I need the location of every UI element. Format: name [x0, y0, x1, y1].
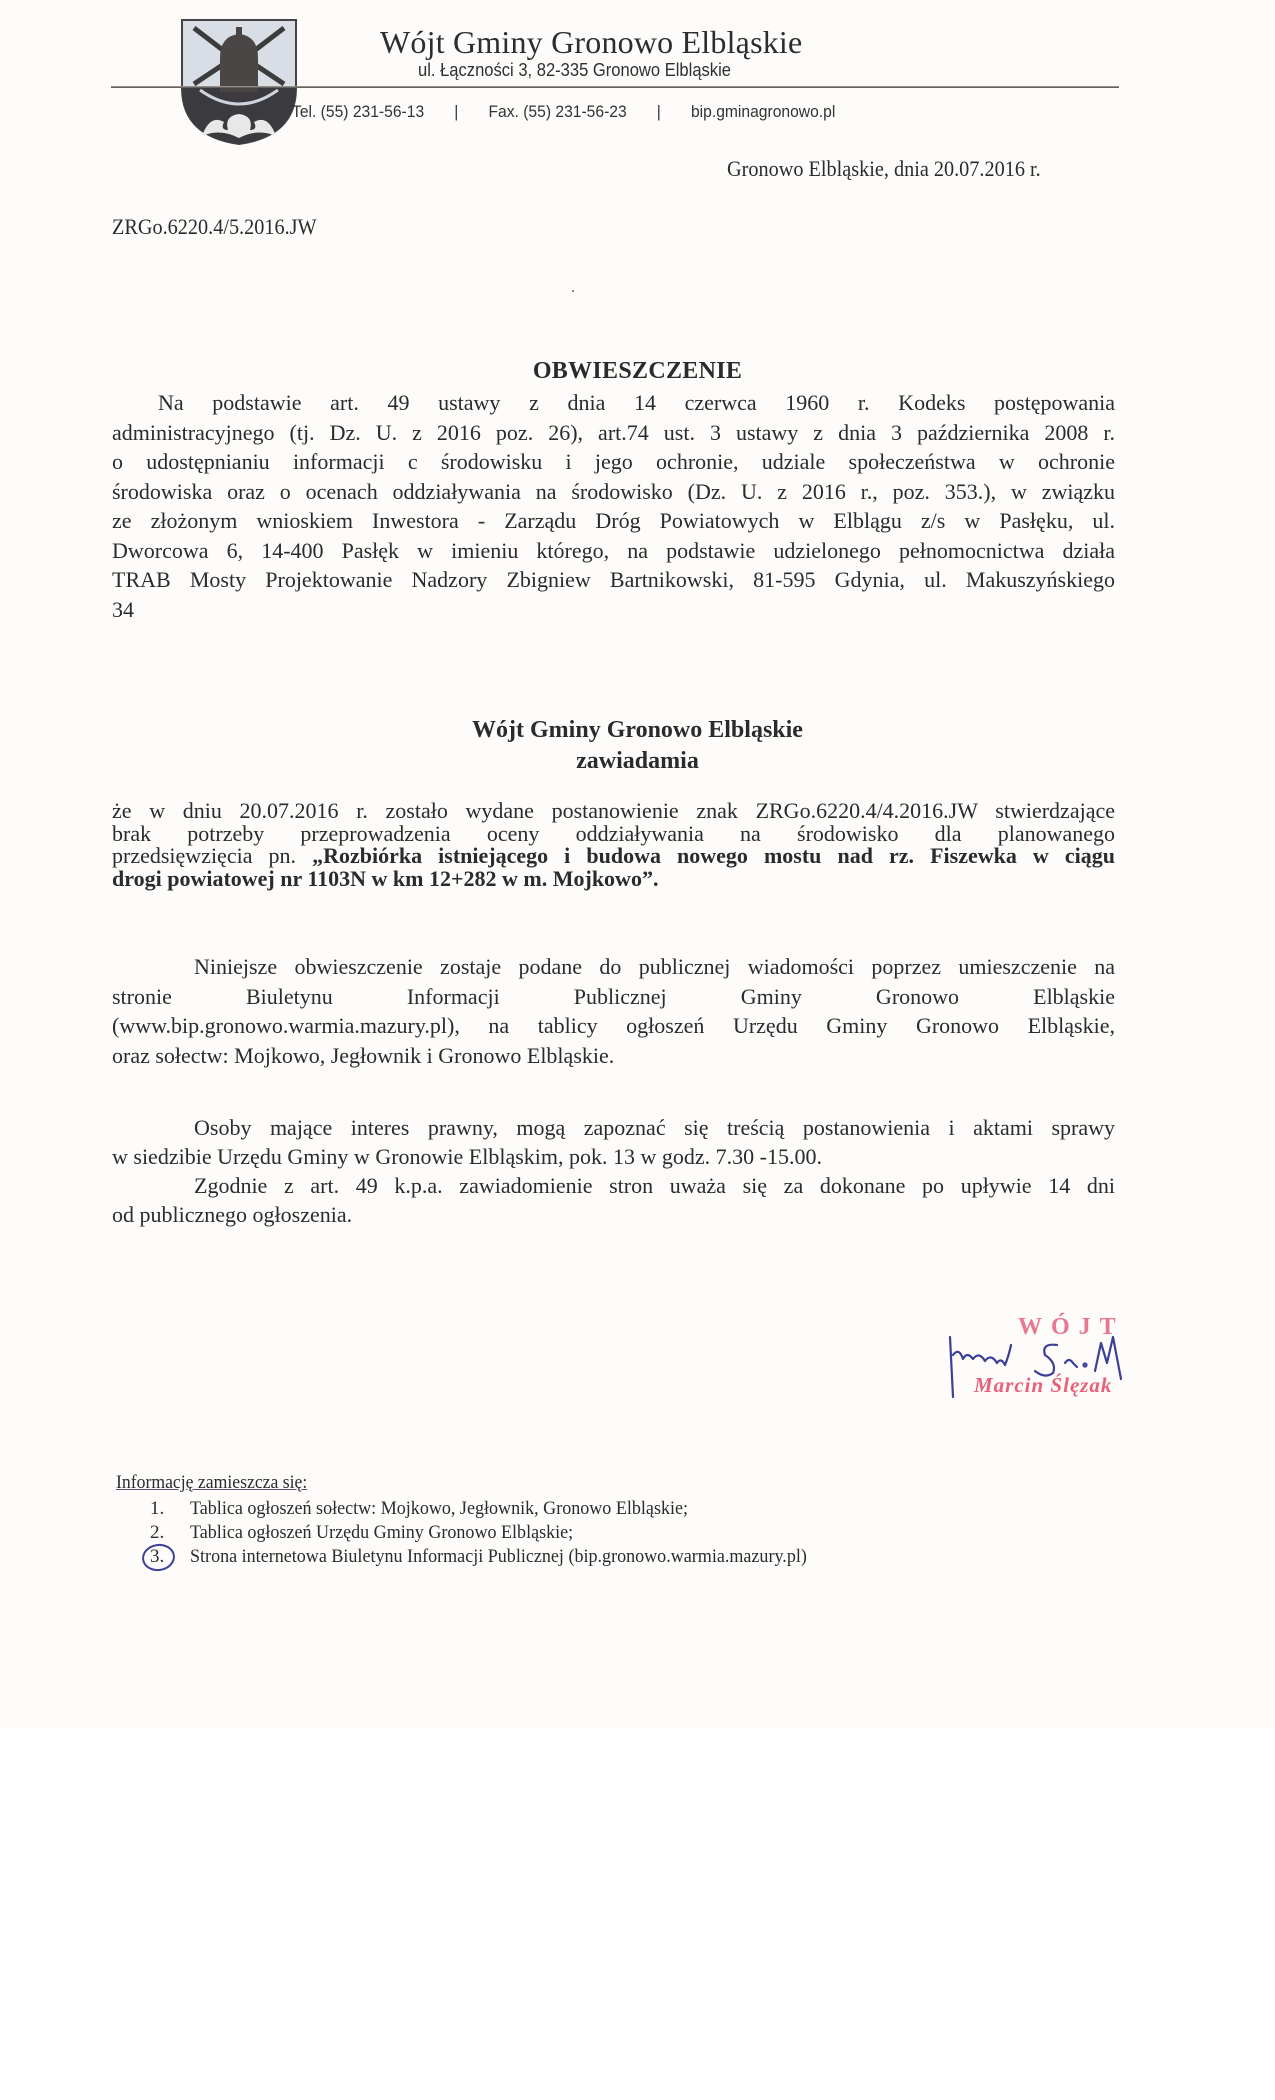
- project-name-continued: drogi powiatowej nr 1103N w km 12+282 w m. Mojkowo”.: [112, 865, 659, 891]
- separator: |: [656, 102, 661, 121]
- letterhead-contacts: [292, 102, 835, 122]
- paragraph-line: środowiska oraz o ocenach oddziaływania na środowisko (Dz. U. z 2016 r., poz. 353.), w związku: [112, 478, 1115, 504]
- paragraph-line: brak potrzeby przeprowadzenia oceny oddziaływania na środowisko dla planowanego: [112, 820, 1115, 846]
- letterhead-title: Wójt Gminy Gronowo Elbląskie: [380, 24, 803, 60]
- place-and-date: Gronowo Elbląskie, dnia 20.07.2016 r.: [727, 156, 1041, 181]
- access-paragraph: [112, 1113, 1115, 1229]
- paragraph-line: stronie Biuletynu Informacji Publicznej Gminy Gronowo Elbląskie: [112, 983, 1115, 1009]
- letterhead-divider: [111, 86, 1119, 88]
- paragraph-line: [112, 865, 1115, 891]
- paragraph-line: o udostępnianiu informacji c środowisku i jego ochronie, udziale społeczeństwa w ochronie: [112, 449, 1115, 474]
- notification-verb: zawiadamia: [576, 748, 699, 774]
- reference-number: ZRGo.6220.4/5.2016.JW: [112, 214, 317, 239]
- project-name: „Rozbiórka istniejącego i budowa nowego mostu nad rz. Fiszewka w ciągu: [312, 843, 1115, 868]
- distribution-list: [150, 1497, 839, 1569]
- paragraph-line: Zgodnie z art. 49 k.p.a. zawiadomienie stron uważa się za dokonane po upływie 14 dni: [194, 1173, 1115, 1198]
- letterhead-address: ul. Łączności 3, 82-335 Gronowo Elbląskie: [418, 60, 731, 80]
- list-item: [150, 1497, 839, 1521]
- scan-speck: [572, 290, 574, 292]
- paragraph-line: [112, 845, 1115, 868]
- list-number: 3.: [150, 1546, 165, 1567]
- signature-stamp: [945, 1307, 1145, 1407]
- fax-number: Fax. (55) 231-56-23: [488, 102, 627, 121]
- phone-number: Tel. (55) 231-56-13: [292, 102, 425, 121]
- paragraph-line: ze złożonym wnioskiem Inwestora - Zarządu Dróg Powiatowych w Elblągu z/s w Pasłęku, ul.: [112, 508, 1115, 533]
- separator: |: [454, 102, 459, 121]
- paragraph-line: Osoby mające interes prawny, mogą zapoznać się treścią postanowienia i aktami sprawy: [194, 1115, 1115, 1140]
- publication-paragraph: [112, 952, 1115, 1070]
- paragraph-line: że w dniu 20.07.2016 r. zostało wydane postanowienie znak ZRGo.6220.4/4.2016.JW stwierdzające: [112, 798, 1115, 823]
- paragraph-line: Dworcowa 6, 14-400 Pasłęk w imieniu którego, na podstawie udzielonego pełnomocnictwa działa: [112, 537, 1115, 563]
- legal-basis-paragraph: [112, 388, 1115, 624]
- paragraph-line: TRAB Mosty Projektowanie Nadzory Zbigniew Bartnikowski, 81-595 Gdynia, ul. Makuszyńskiego: [112, 567, 1115, 592]
- list-text: Tablica ogłoszeń Urzędu Gminy Gronowo Elbląskie;: [190, 1522, 574, 1543]
- list-text: Strona internetowa Biuletynu Informacji Publicznej (bip.gronowo.warmia.mazury.pl): [190, 1546, 807, 1567]
- paragraph-line: Niniejsze obwieszczenie zostaje podane do publicznej wiadomości poprzez umieszczenie na: [194, 954, 1115, 979]
- decision-paragraph: [112, 800, 1115, 890]
- notifying-authority: Wójt Gminy Gronowo Elbląskie: [472, 717, 803, 743]
- paragraph-line: od publicznego ogłoszenia.: [112, 1202, 353, 1227]
- stamp-name: Marcin Ślęzak: [974, 1373, 1113, 1397]
- list-text: Tablica ogłoszeń sołectw: Mojkowo, Jegłownik, Gronowo Elbląskie;: [190, 1498, 689, 1519]
- distribution-heading: Informację zamieszcza się:: [116, 1472, 308, 1493]
- list-number: 1.: [150, 1498, 165, 1519]
- handwritten-signature-icon: [945, 1307, 1145, 1407]
- paragraph-line: Na podstawie art. 49 ustawy z dnia 14 czerwca 1960 r. Kodeks postępowania: [158, 390, 1115, 415]
- paragraph-line: administracyjnego (tj. Dz. U. z 2016 poz. 26), art.74 ust. 3 ustawy z dnia 3 października 2008 r.: [112, 419, 1115, 445]
- paragraph-line: (www.bip.gronowo.warmia.mazury.pl), na tablicy ogłoszeń Urzędu Gminy Gronowo Elbląskie,: [112, 1013, 1115, 1038]
- project-prefix: przedsięwzięcia pn.: [112, 843, 313, 868]
- paragraph-line: 34: [112, 596, 134, 622]
- windmill-coat-of-arms-icon: [180, 18, 298, 146]
- paragraph-line: w siedzibie Urzędu Gminy w Gronowie Elbląskim, pok. 13 w godz. 7.30 -15.00.: [112, 1144, 822, 1169]
- website-link[interactable]: bip.gminagronowo.pl: [690, 102, 836, 121]
- list-item: [150, 1521, 839, 1545]
- paragraph-line: oraz sołectw: Mojkowo, Jegłownik i Gronowo Elbląskie.: [112, 1042, 615, 1068]
- stamp-title: WÓJT: [1018, 1314, 1125, 1340]
- list-item: [150, 1545, 839, 1569]
- document-title: OBWIESZCZENIE: [532, 358, 743, 384]
- notification-heading: [0, 715, 1275, 777]
- list-number: 2.: [150, 1522, 165, 1543]
